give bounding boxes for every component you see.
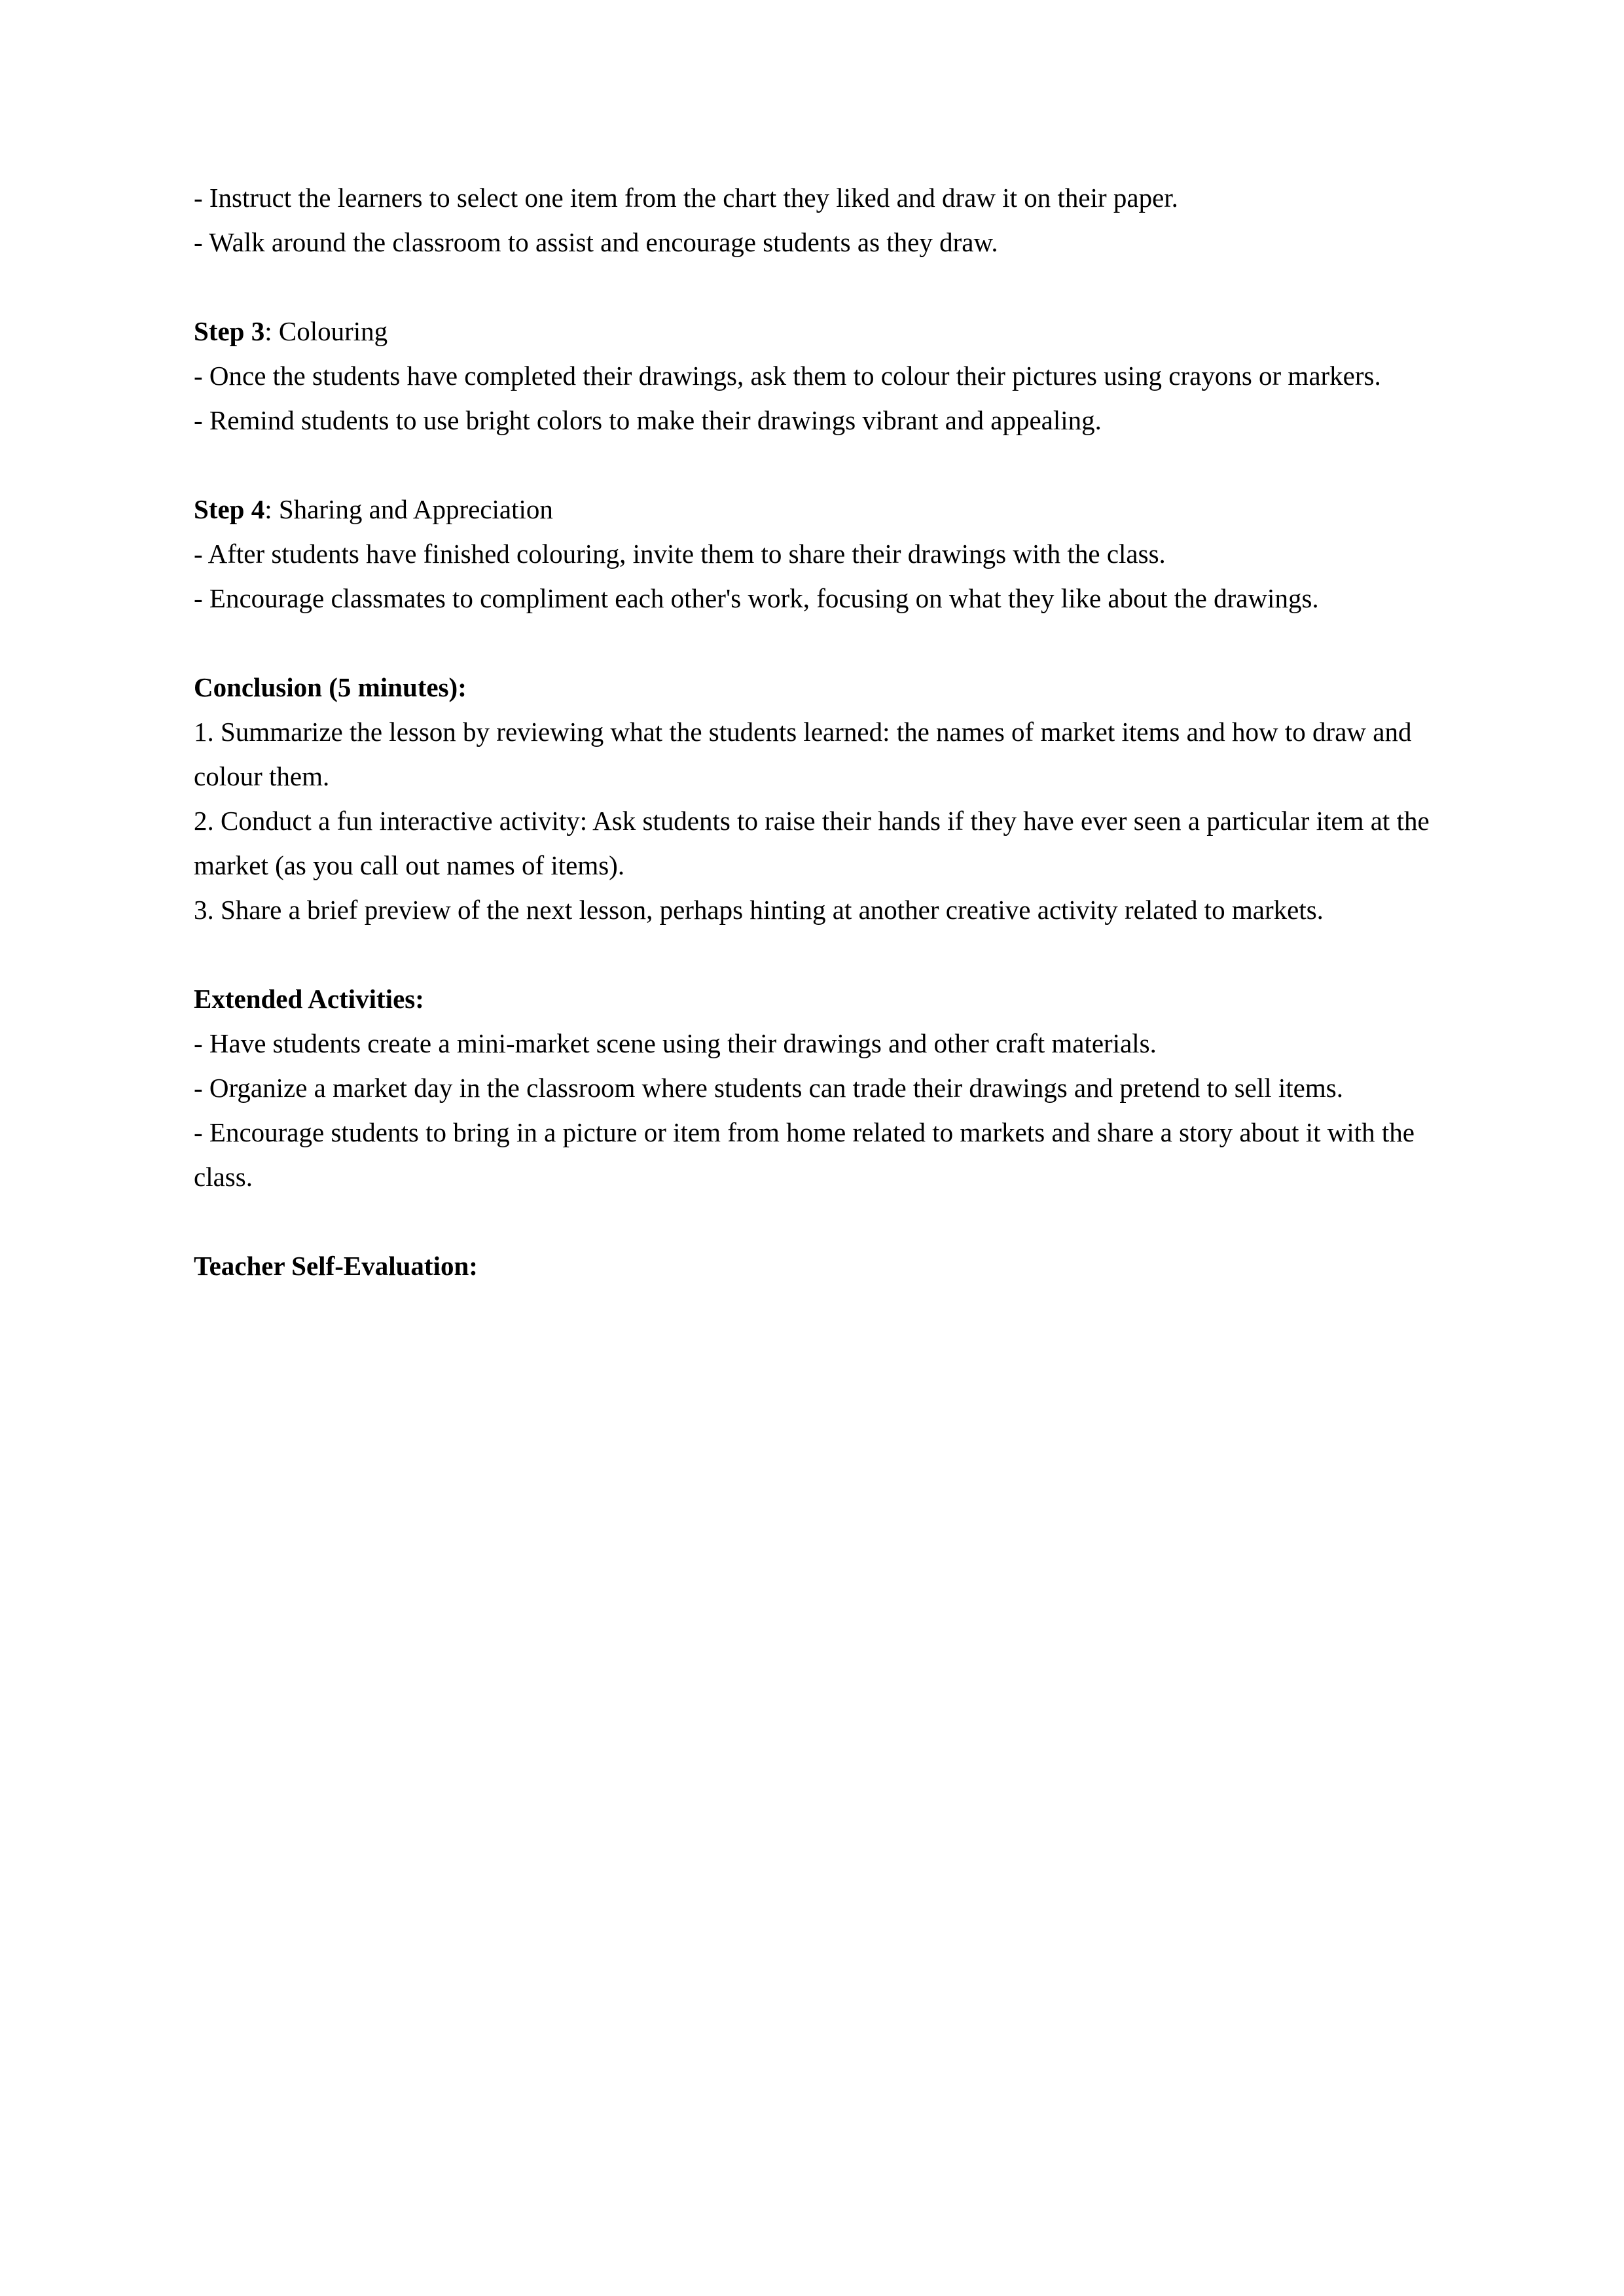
- section-heading-extended-activities: Extended Activities:: [194, 984, 424, 1014]
- section-step-4: [194, 487, 1430, 620]
- numbered-line: 2. Conduct a fun interactive activity: Ask students to raise their hands if they have ever seen a particular item at the market (as you call out names of items).: [194, 806, 1430, 880]
- section-heading-step-3: [194, 309, 1430, 353]
- section-step-3: [194, 309, 1430, 442]
- bullet-line: - Encourage students to bring in a picture or item from home related to markets and share a story about it with the class.: [194, 1117, 1415, 1192]
- bullet-line: - Once the students have completed their drawings, ask them to colour their pictures using crayons or markers.: [194, 361, 1381, 391]
- paragraph-block-step2-continuation: [194, 175, 1430, 264]
- numbered-line: 1. Summarize the lesson by reviewing what the students learned: the names of market items and how to draw and colour them.: [194, 717, 1412, 791]
- bullet-line: - Have students create a mini-market scene using their drawings and other craft materials.: [194, 1028, 1157, 1058]
- section-extended-activities: [194, 977, 1430, 1199]
- section-teacher-self-evaluation: [194, 1244, 1430, 1288]
- bullet-line: - Walk around the classroom to assist and encourage students as they draw.: [194, 227, 998, 257]
- section-heading-teacher-self-evaluation: Teacher Self-Evaluation:: [194, 1251, 478, 1281]
- section-heading-conclusion: Conclusion (5 minutes):: [194, 672, 467, 702]
- section-conclusion: [194, 665, 1430, 932]
- section-heading-rest: : Colouring: [264, 316, 388, 346]
- section-heading-rest: : Sharing and Appreciation: [264, 494, 553, 524]
- bullet-line: - Instruct the learners to select one item from the chart they liked and draw it on their paper.: [194, 183, 1178, 213]
- numbered-line: 3. Share a brief preview of the next lesson, perhaps hinting at another creative activity related to markets.: [194, 895, 1324, 925]
- bullet-line: - Remind students to use bright colors to make their drawings vibrant and appealing.: [194, 405, 1102, 435]
- section-heading-step-4: [194, 487, 1430, 531]
- section-heading-prefix: Step 4: [194, 494, 265, 524]
- bullet-line: - After students have finished colouring, invite them to share their drawings with the class.: [194, 539, 1166, 569]
- document-text-body: [194, 175, 1430, 1288]
- section-heading-prefix: Step 3: [194, 316, 265, 346]
- bullet-line: - Organize a market day in the classroom where students can trade their drawings and pretend to sell items.: [194, 1073, 1343, 1103]
- bullet-line: - Encourage classmates to compliment each other's work, focusing on what they like about the drawings.: [194, 583, 1319, 613]
